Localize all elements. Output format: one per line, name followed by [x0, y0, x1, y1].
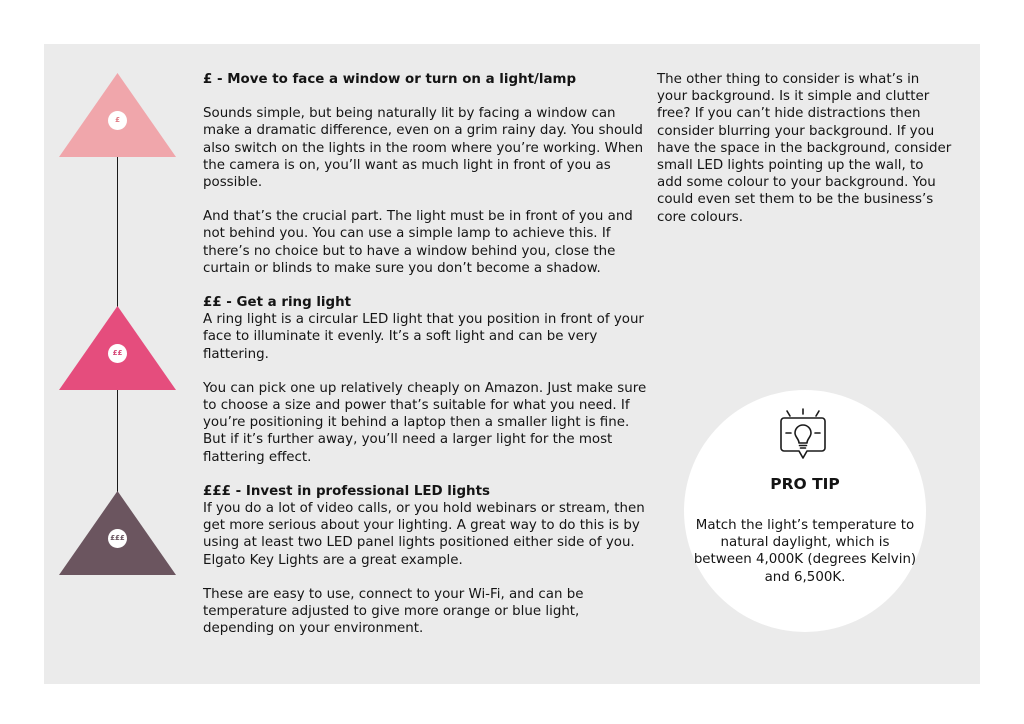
section-3-paragraph-2: These are easy to use, connect to your Wi-Fi, and can be temperature adjusted to give more orange or blue light, depending on your environment.: [203, 586, 584, 637]
tier-2-badge: ££: [108, 344, 127, 363]
section-2-heading: ££ - Get a ring light: [203, 295, 352, 311]
section-1-paragraph-2: And that’s the crucial part. The light must be in front of you and not behind you. You can use a simple lamp to achieve this. If there’s no choice but to have a window behind you, close the curtain or blinds to make sure you don’t become a shadow.: [203, 209, 633, 276]
section-2-paragraph-1: A ring light is a circular LED light that you position in front of your face to illuminate it evenly. It’s a soft light and can be very flattering.: [203, 312, 644, 362]
right-column: [657, 71, 952, 226]
tier-3-triangle-icon: [59, 491, 176, 575]
left-column: [203, 71, 648, 637]
section-1-paragraph-1: Sounds simple, but being naturally lit by facing a window can make a dramatic difference, even on a grim rainy day. You should also switch on the lights in the room where you’re working. When the camera is on, you’ll want as much light in front of you as possible.: [203, 106, 644, 191]
tier-1-triangle-icon: [59, 73, 176, 157]
section-3-paragraph-1: If you do a lot of video calls, or you hold webinars or stream, then get more serious about your lighting. A great way to do this is by using at least two LED panel lights positioned either side of you. Elgato Key Lights are a great example.: [203, 501, 645, 568]
section-3-heading: £££ - Invest in professional LED lights: [203, 483, 490, 499]
tier-2-triangle-icon: [59, 306, 176, 390]
pro-tip-text: Match the light’s temperature to natural daylight, which is between 4,000K (degrees Kelvin) and 6,500K.: [693, 518, 917, 585]
background-paragraph: The other thing to consider is what’s in your background. Is it simple and clutter free? If you can’t hide distractions then consider blurring your background. If you have the space in the background, consider small LED lights pointing up the wall, to add some colour to your background. You could even set them to be the business’s core colours.: [657, 72, 952, 225]
section-2-paragraph-2: You can pick one up relatively cheaply on Amazon. Just make sure to choose a size and power that’s suitable for what you need. If you’re positioning it behind a laptop then a smaller light is fine. But if it’s further away, you’ll need a larger light for the most flattering effect.: [203, 380, 647, 465]
tier-1-badge: £: [108, 111, 127, 130]
tier-3-badge: £££: [108, 529, 127, 548]
lightbulb-icon: [775, 406, 831, 466]
pro-tip-title: PRO TIP: [770, 475, 840, 493]
section-1-heading: £ - Move to face a window or turn on a light/lamp: [203, 72, 577, 87]
